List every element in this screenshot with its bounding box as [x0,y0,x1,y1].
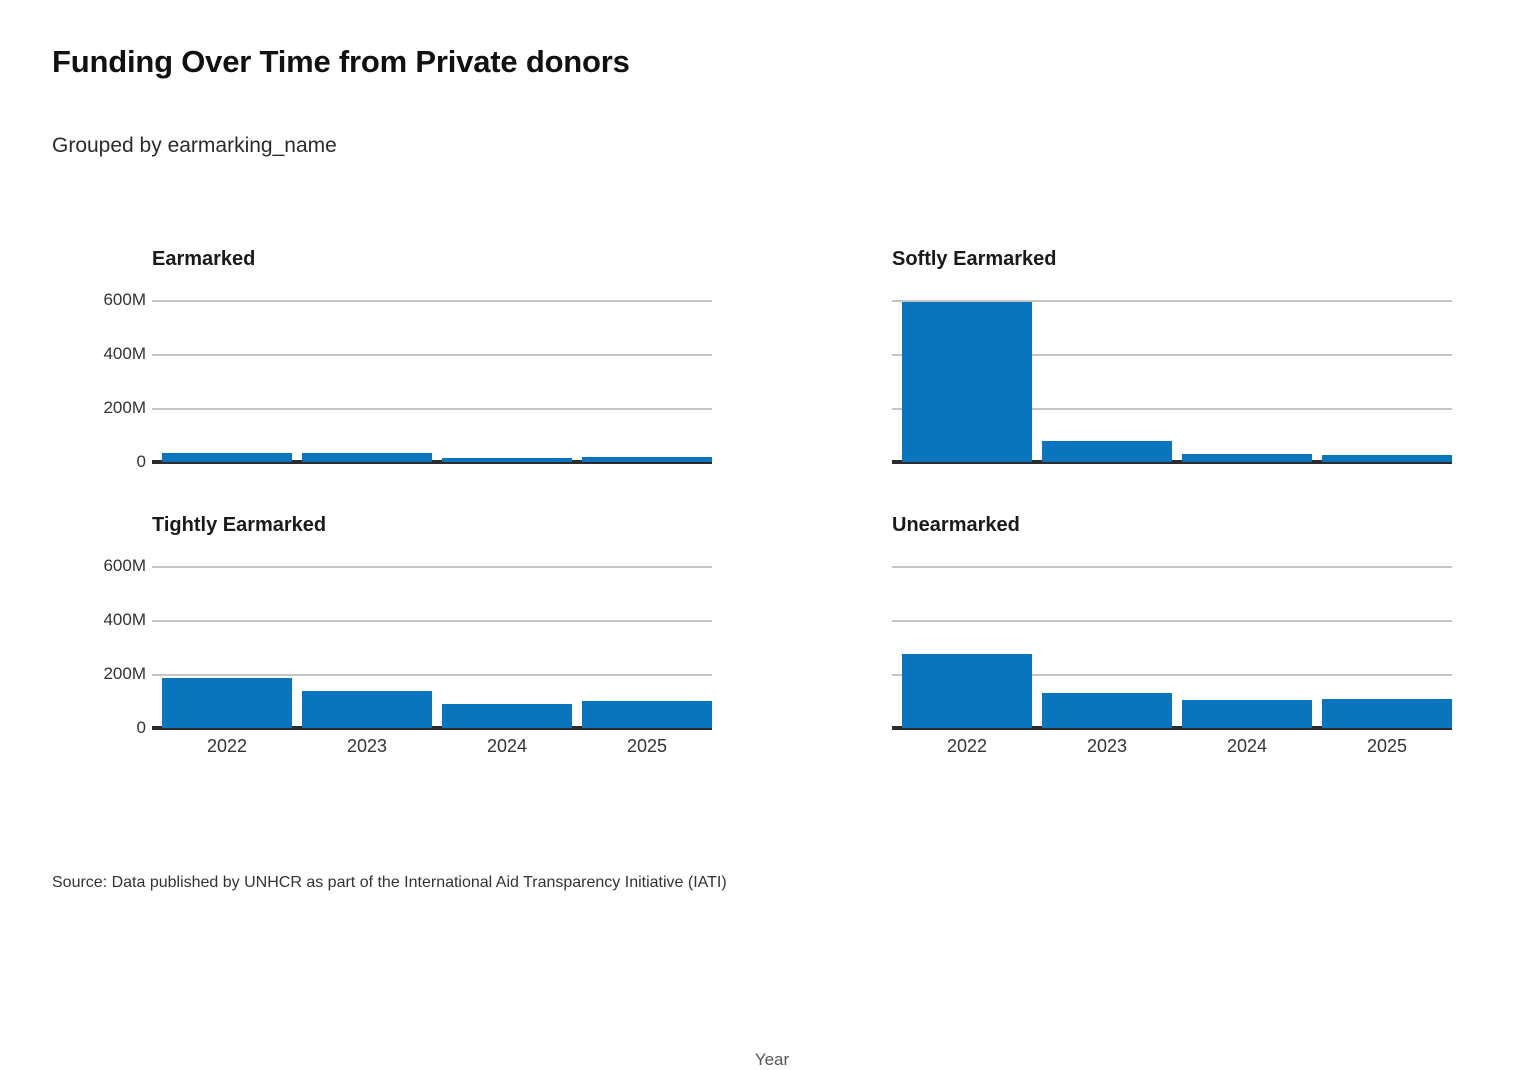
x-tick-labels [152,736,712,766]
x-tick-label: 2024 [1226,736,1268,756]
plot-area [892,300,1452,462]
y-tick-label: 0 [136,718,146,737]
bar-2025[interactable] [582,457,712,462]
y-tick-label: 200M [103,664,146,683]
bars-group [892,300,1452,462]
bar-2023[interactable] [1042,693,1172,728]
facet-title: Earmarked [152,248,256,270]
plot-area [892,566,1452,728]
bar-2022[interactable] [162,453,292,462]
bar-2023[interactable] [302,691,432,728]
bar-2022[interactable] [902,302,1032,462]
facet-panel-tightly-earmarked [52,514,712,756]
y-tick-label: 600M [103,290,146,309]
x-tick-label: 2023 [346,736,388,756]
bar-2025[interactable] [1322,699,1452,728]
bars-group [152,566,712,728]
facet-panel-earmarked [52,248,712,478]
bar-2023[interactable] [302,453,432,462]
bar-2024[interactable] [442,458,572,462]
plot-area [103,556,712,737]
bar-2023[interactable] [1042,441,1172,462]
facet-panel-softly-earmarked [792,248,1452,478]
y-tick-label: 200M [103,398,146,417]
y-tick-label: 600M [103,556,146,575]
bar-2025[interactable] [1322,455,1452,462]
bar-2024[interactable] [1182,700,1312,728]
x-tick-label: 2024 [486,736,528,756]
bar-2022[interactable] [162,678,292,728]
bar-2024[interactable] [442,704,572,728]
bar-2022[interactable] [902,654,1032,728]
facet-title: Softly Earmarked [892,248,1057,270]
x-tick-label: 2022 [206,736,248,756]
plot-area [103,290,712,471]
bar-2025[interactable] [582,701,712,728]
bar-2024[interactable] [1182,454,1312,462]
facet-panel-unearmarked [792,514,1452,756]
y-tick-label: 400M [103,610,146,629]
x-tick-label: 2023 [1086,736,1128,756]
x-tick-label: 2025 [626,736,668,756]
page-subtitle: Grouped by earmarking_name [52,134,337,157]
source-note: Source: Data published by UNHCR as part of the International Aid Transparency Initiative (IATI) [52,874,727,891]
x-axis-title: Year [754,1050,790,1069]
x-tick-labels [892,736,1452,766]
bars-group [152,300,712,462]
y-tick-label: 0 [136,452,146,471]
facet-title: Tightly Earmarked [152,514,327,536]
y-tick-label: 400M [103,344,146,363]
facet-title: Unearmarked [892,514,1020,536]
bars-group [892,566,1452,728]
page-title: Funding Over Time from Private donors [52,44,630,79]
x-tick-label: 2025 [1366,736,1408,756]
x-tick-label: 2022 [946,736,988,756]
